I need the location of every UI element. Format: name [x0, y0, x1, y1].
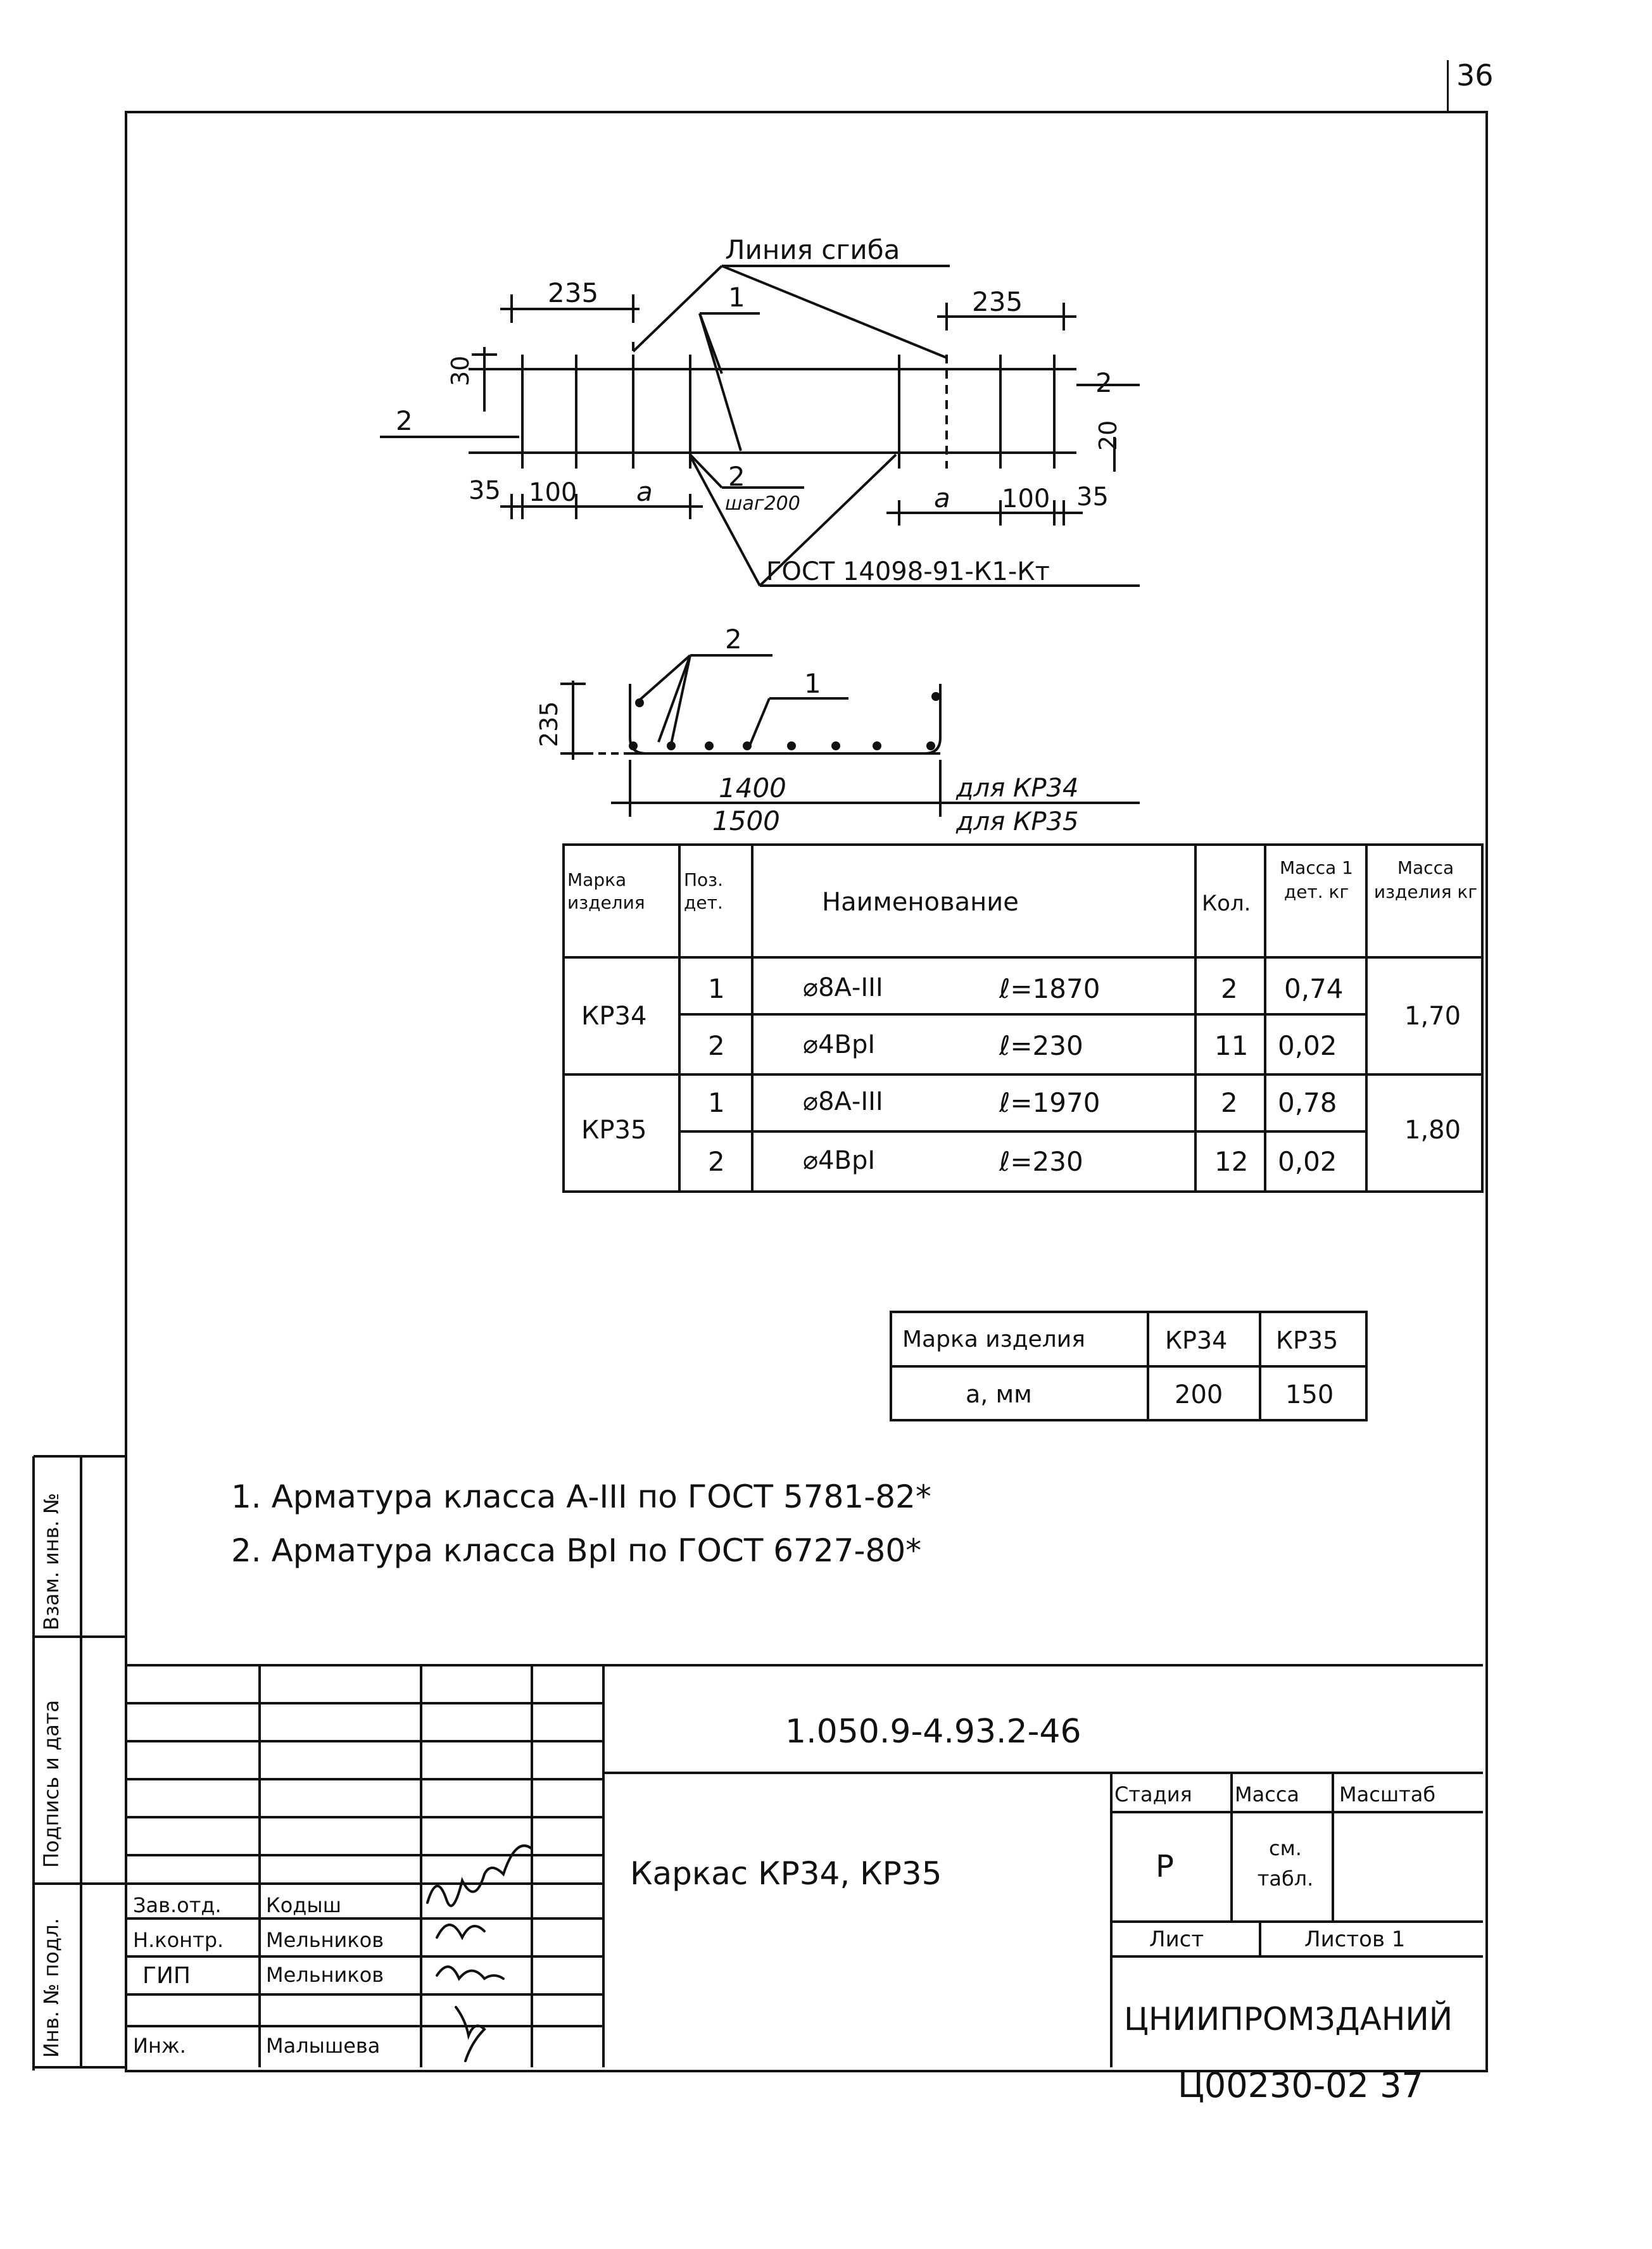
sheets-header: Листов 1 — [1304, 1927, 1406, 1952]
mass-value: см. табл. — [1257, 1836, 1314, 1891]
pos-2-step: 2 — [728, 461, 745, 492]
organization: ЦНИИПРОМЗДАНИЙ — [1124, 2001, 1453, 2038]
section-dim-1500: 1500 — [712, 805, 780, 836]
staff-role: Н.контр. — [133, 1928, 224, 1952]
dia-cell: ⌀8А-III — [803, 973, 883, 1002]
hdr-pos: Поз. дет. — [684, 869, 723, 913]
staff-name: Малышева — [266, 2034, 381, 2058]
mass-item-kr35: 1,80 — [1404, 1116, 1461, 1145]
dim-100-right: 100 — [1002, 484, 1050, 513]
dim-a-left: a — [636, 476, 653, 507]
section-pos-2: 2 — [725, 624, 742, 655]
len-cell: ℓ=230 — [999, 1146, 1083, 1177]
pos-cell: 1 — [708, 1087, 725, 1118]
staff-role: ГИП — [142, 1963, 191, 1989]
a-table-col-kr34: КР34 — [1165, 1326, 1228, 1354]
hdr-mass1: Масса 1 дет. кг — [1280, 857, 1353, 902]
mark-kr35: КР35 — [581, 1116, 647, 1145]
scale-header: Масштаб — [1339, 1782, 1436, 1806]
mass-header: Масса — [1235, 1782, 1300, 1806]
side-inv: Инв. № подл. — [39, 1918, 63, 2058]
dim-20: 20 — [1094, 420, 1122, 451]
page-number: 36 — [1456, 58, 1494, 92]
a-table-val-kr34: 200 — [1175, 1380, 1223, 1409]
qty-cell: 2 — [1221, 973, 1238, 1004]
qty-cell: 12 — [1214, 1146, 1249, 1177]
section-for-kr35: для КР35 — [956, 807, 1079, 836]
pos-1-label: 1 — [728, 282, 745, 313]
side-podpis: Подпись и дата — [39, 1699, 63, 1868]
dim-100-left: 100 — [529, 478, 577, 507]
hdr-mark: Марка изделия — [567, 869, 645, 913]
dim-35-left: 35 — [469, 476, 501, 505]
staff-name: Мельников — [266, 1928, 384, 1952]
stage-value: Р — [1156, 1849, 1174, 1884]
pos-cell: 2 — [708, 1030, 725, 1061]
dim-235-right: 235 — [972, 286, 1023, 317]
section-dim-1400: 1400 — [719, 772, 786, 803]
section-for-kr34: для КР34 — [956, 774, 1079, 803]
sheet-header: Лист — [1149, 1927, 1204, 1952]
a-table-row-label: a, мм — [966, 1380, 1032, 1408]
pos-cell: 1 — [708, 973, 725, 1004]
doc-code: 1.050.9-4.93.2-46 — [785, 1713, 1081, 1751]
pos-cell: 2 — [708, 1146, 725, 1177]
len-cell: ℓ=1870 — [999, 973, 1100, 1004]
note-2: 2. Арматура класса ВрI по ГОСТ 6727-80* — [231, 1532, 922, 1569]
dia-cell: ⌀4ВрI — [803, 1146, 876, 1175]
hdr-mass-item: Масса изделия кг — [1373, 857, 1478, 902]
dim-235-left: 235 — [548, 277, 599, 308]
mass-cell: 0,02 — [1278, 1146, 1337, 1177]
mass-cell: 0,02 — [1278, 1030, 1337, 1061]
len-cell: ℓ=1970 — [999, 1087, 1100, 1118]
pos-2-left: 2 — [396, 405, 413, 436]
drawing-title: Каркас КР34, КР35 — [630, 1855, 942, 1892]
section-dim-235: 235 — [535, 701, 563, 747]
hdr-name: Наименование — [822, 888, 1019, 917]
stage-header: Стадия — [1114, 1782, 1192, 1806]
len-cell: ℓ=230 — [999, 1030, 1083, 1061]
staff-name: Мельников — [266, 1963, 384, 1987]
mass-cell: 0,78 — [1278, 1087, 1337, 1118]
qty-cell: 2 — [1221, 1087, 1238, 1118]
section-pos-1: 1 — [804, 668, 821, 699]
staff-role: Инж. — [133, 2034, 186, 2058]
dim-a-right: a — [934, 482, 950, 513]
mass-item-kr34: 1,70 — [1404, 1002, 1461, 1031]
mark-kr34: КР34 — [581, 1002, 647, 1031]
gost-note: ГОСТ 14098-91-К1-Кт — [766, 557, 1050, 586]
step-label: шаг200 — [725, 493, 800, 515]
staff-name: Кодыш — [266, 1893, 341, 1917]
dim-35-right: 35 — [1076, 482, 1109, 512]
dia-cell: ⌀4ВрI — [803, 1030, 876, 1059]
note-1: 1. Арматура класса А-III по ГОСТ 5781-82* — [231, 1478, 931, 1515]
footer-code: Ц00230-02 37 — [1178, 2065, 1423, 2105]
pos-2-right: 2 — [1095, 367, 1113, 398]
a-table-header: Марка изделия — [902, 1326, 1085, 1352]
staff-role: Зав.отд. — [133, 1893, 222, 1917]
a-table-col-kr35: КР35 — [1276, 1326, 1339, 1354]
side-vzam: Взам. инв. № — [39, 1492, 63, 1630]
mass-cell: 0,74 — [1284, 973, 1344, 1004]
a-table-val-kr35: 150 — [1285, 1380, 1334, 1409]
dim-30: 30 — [446, 355, 474, 386]
dia-cell: ⌀8А-III — [803, 1087, 883, 1116]
hdr-qty: Кол. — [1202, 891, 1251, 916]
qty-cell: 11 — [1214, 1030, 1249, 1061]
bend-line-label: Линия сгиба — [725, 234, 900, 265]
